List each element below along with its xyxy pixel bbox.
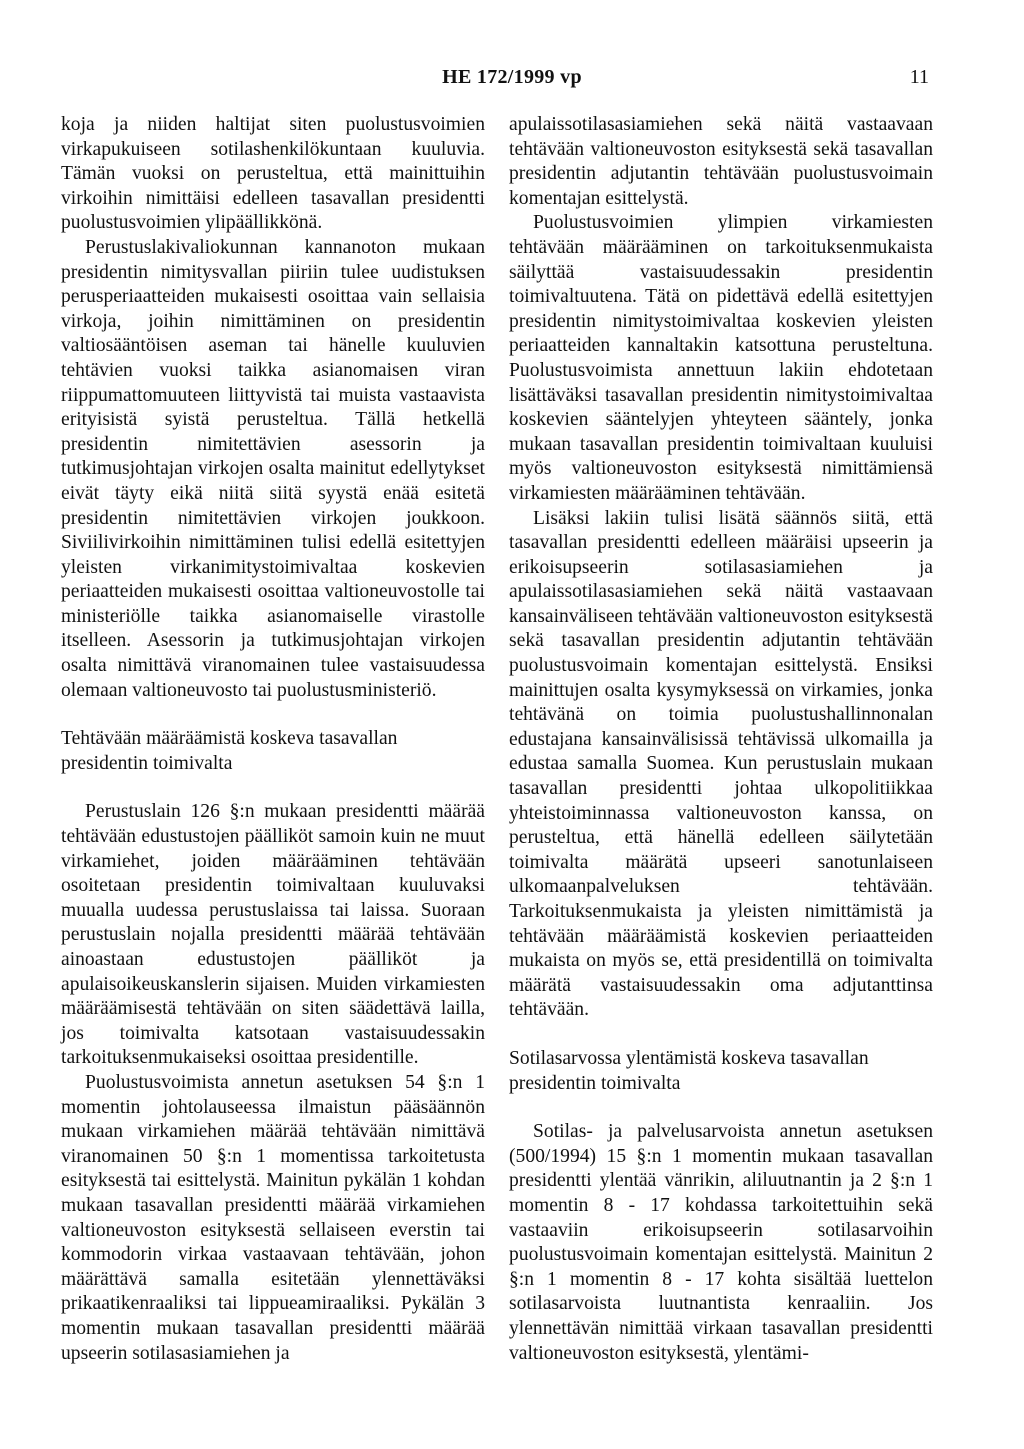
paragraph: koja ja niiden haltijat siten puolustusvoimien virkapukuiseen sotilashenkilökuntaan kuuluvia. Tämän vuoksi on perusteltua, että mainittuihin virkoihin nimittäisi edelleen tasavallan presidentti puolustusvoimien ylipäällikkönä. xyxy=(61,114,485,234)
page-number: 11 xyxy=(909,66,929,88)
paragraph: Perustuslakivaliokunnan kannanoton mukaan presidentin nimitysvallan piiriin tulee uudistuksen perusperiaatteiden mukaisesti osoittaa vain sellaisia virkoja, joihin nimittäminen on presidentin valtiosääntöisen aseman tai hänelle kuuluvien tehtävien vuoksi taikka asianomaisen viran riippumattomuuteen liittyvistä tai muista vastaavista erityisistä syistä perusteltua. Tällä hetkellä presidentin nimitettävien asessorin ja tutkimusjohtajan virkojen osalta mainitut edellytykset eivät täyty eikä niitä siitä syystä enää esitetä presidentin nimitettävien virkojen joukkoon. Siviilivirkoihin nimittäminen tulisi edellä esitettyjen yleisten virkanimitystoimivaltaa koskevien periaatteiden mukaisesti osoittaa valtioneuvostolle tai ministeriölle taikka asianomaiselle virastolle itselleen. Asessorin ja tutkimusjohtajan virkojen osalta nimittävä viranomainen tulee vastaisuudessa olemaan valtioneuvosto tai puolustusministeriö. xyxy=(61,236,485,701)
paragraph: Perustuslain 126 §:n mukaan presidentti määrää tehtävään edustustojen päälliköt samoin kuin ne muut virkamiehet, joiden määrääminen tehtävään osoitetaan presidentin toimivaltaan kuuluvaksi muualla uudessa perustuslaissa tai laissa. Suoraan perustuslain nojalla presidentti määrää tehtävään ainoastaan edustustojen päälliköt ja apulaisoikeuskanslerin sijaisen. Muiden virkamiesten määräämisestä tehtävään on siten säädettävä lailla, jos toimivalta katsotaan vastaisuudessakin tarkoituksenmukaiseksi osoittaa presidentille. xyxy=(61,801,485,1069)
section-heading: Tehtävään määräämistä koskeva tasavallan presidentin toimivalta xyxy=(61,728,398,774)
spacer xyxy=(509,1096,933,1120)
document-id: HE 172/1999 vp xyxy=(442,66,582,88)
paragraph: Puolustusvoimista annetun asetuksen 54 §:n 1 momentin johtolauseessa ilmaistun pääsäännön mukaan virkamiehen määrää tehtävään nimittävä viranomainen 50 §:n 1 momentissa tarkoitetusta esityksestä tai esittelystä. Mainitun pykälän 1 kohdan mukaan tasavallan presidentti määrää virkamiehen valtioneuvoston esityksestä sellaiseen everstin tai kommodorin virkaa vastaavaan tehtävään, johon määrättävä samalla esitetään ylennettäväksi prikaatikenraaliksi tai lippueamiraaliksi. Pykälän 3 momentin mukaan tasavallan presidentti määrää upseerin sotilasasiamiehen ja xyxy=(61,1071,485,1364)
spacer xyxy=(61,776,485,800)
page-header xyxy=(0,66,1024,96)
paragraph: apulaissotilasasiamiehen sekä näitä vastaavaan tehtävään valtioneuvoston esityksestä sekä tasavallan presidentin adjutantin tehtävään puolustusvoimain komentajan esittelystä. xyxy=(509,114,933,209)
spacer xyxy=(509,1023,933,1047)
paragraph: Sotilas- ja palvelusarvoista annetun asetuksen (500/1994) 15 §:n 1 momentin mukaan tasavallan presidentti ylentää vänrikin, aliluutnantin ja 2 §:n 1 momentin 8 - 17 kohdassa tarkoitettuihin sekä vastaaviin erikoisupseerin sotilasarvoihin puolustusvoimain komentajan esittelystä. Mainitun 2 §:n 1 momentin 8 - 17 kohta sisältää luettelon sotilasarvoista luutnantista kenraaliin. Jos ylennettävän nimittää virkaan tasavallan presidentti valtioneuvoston esityksestä, ylentämi- xyxy=(509,1121,933,1364)
paragraph: Puolustusvoimien ylimpien virkamiesten tehtävään määrääminen on tarkoituksenmukaista säilyttää vastaisuudessakin presidentin toimivaltuutena. Tätä on pidettävä edellä esitettyjen presidentin nimitystoimivaltaa koskevien yleisten periaatteiden kannaltakin katsottuna perusteltuna. Puolustusvoimista annettuun lakiin ehdotetaan lisättäväksi tasavallan presidentin nimitystoimivaltaa koskevien sääntelyjen yhteyteen sääntely, jonka mukaan tasavallan presidentin toimivaltaan kuuluisi myös valtioneuvoston esityksestä nimittämiensä virkamiesten määrääminen tehtävään. xyxy=(509,212,933,504)
section-heading: Sotilasarvossa ylentämistä koskeva tasavallan presidentin toimivalta xyxy=(509,1047,869,1094)
right-column xyxy=(509,113,933,1366)
spacer xyxy=(61,703,485,727)
paragraph: Lisäksi lakiin tulisi lisätä säännös siitä, että tasavallan presidentti edelleen määräisi upseerin ja erikoisupseerin sotilasasiamiehen ja apulaissotilasasiamiehen sekä näitä vastaavaan kansainväliseen tehtävään valtioneuvoston esityksestä sekä tasavallan presidentin adjutantin tehtävään puolustusvoimain komentajan esittelystä. Ensiksi mainittujen osalta kysymyksessä on virkamies, jonka tehtävänä on toimia puolustushallinnonalan edustajana kansainvälisissä tehtävissä ulkomailla ja edustaa samalla Suomea. Kun perustuslain mukaan tasavallan presidentti johtaa ulkopolitiikkaa yhteistoiminnassa valtioneuvoston kanssa, on perusteltua, että hänellä edelleen säilytetään toimivalta määrätä upseeri sanotunlaiseen ulkomaanpalveluksen tehtävään. Tarkoituksenmukaista ja yleisten nimittämistä ja tehtävään määräämistä koskevien periaatteiden mukaista on myös se, että presidentillä on toimivalta määrätä vastaisuudessakin oma adjutanttinsa tehtävään. xyxy=(509,507,933,1021)
left-column xyxy=(61,113,485,1366)
